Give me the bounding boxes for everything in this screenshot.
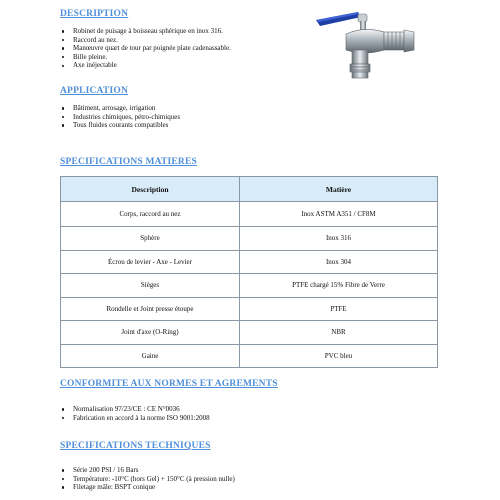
list-item: Manœuvre quart de tour par poignée plate cadenassable. — [60, 44, 231, 53]
column-header: Description — [61, 177, 240, 202]
table-header-row — [61, 177, 438, 202]
list-item: Robinet de puisage à boisseau sphérique en inox 316. — [60, 27, 231, 36]
list-item: Bille pleine. — [60, 53, 231, 62]
table-cell: PTFE chargé 15% Fibre de Verre — [240, 274, 438, 298]
technical-heading: SPECIFICATIONS TECHNIQUES — [60, 441, 211, 451]
table-cell: Écrou de levier - Axe - Levier — [61, 250, 240, 274]
table-cell: PTFE — [240, 297, 438, 321]
table-row — [61, 344, 438, 368]
table-cell: PVC bleu — [240, 344, 438, 368]
table-row — [61, 297, 438, 321]
table-cell: Inox 316 — [240, 227, 438, 251]
ball-valve-illustration — [306, 6, 424, 84]
table-cell: Inox ASTM A351 / CF8M — [240, 202, 438, 227]
table-cell: Corps, raccord au nez — [61, 202, 240, 227]
list-item: Raccord au nez. — [60, 36, 231, 45]
list-item: Normalisation 97/23/CE : CE N°0036 — [60, 405, 210, 414]
description-heading: DESCRIPTION — [60, 9, 129, 19]
table-row — [61, 274, 438, 298]
table-cell: Sièges — [61, 274, 240, 298]
list-item: Série 200 PSI / 16 Bars — [60, 466, 235, 475]
table-cell: NBR — [240, 321, 438, 345]
table-row — [61, 202, 438, 227]
table-cell: Sphère — [61, 227, 240, 251]
conformity-heading: CONFORMITE AUX NORMES ET AGREMENTS — [60, 379, 278, 389]
table-row — [61, 321, 438, 345]
materials-table — [60, 176, 438, 368]
column-header: Matière — [240, 177, 438, 202]
list-item: Température: -10°C (hors Gel) + 150°C (à pression nulle) — [60, 475, 235, 484]
conformity-list — [60, 405, 210, 422]
table-row — [61, 227, 438, 251]
materials-heading: SPECIFICATIONS MATIERES — [60, 157, 198, 167]
table-cell: Inox 304 — [240, 250, 438, 274]
list-item: Industries chimiques, pétro-chimiques — [60, 113, 180, 122]
list-item: Axe inéjectable — [60, 61, 231, 70]
table-cell: Rondelle et Joint presse étoupe — [61, 297, 240, 321]
application-heading: APPLICATION — [60, 86, 128, 96]
technical-list — [60, 466, 235, 492]
table-cell: Joint d'axe (O-Ring) — [61, 321, 240, 345]
application-list — [60, 104, 180, 130]
list-item: Fabrication en accord à la norme ISO 9001:2008 — [60, 414, 210, 423]
description-list — [60, 27, 231, 70]
list-item: Bâtiment, arrosage, irrigation — [60, 104, 180, 113]
table-row — [61, 250, 438, 274]
list-item: Filetage mâle: BSPT conique — [60, 483, 235, 492]
table-cell: Gaine — [61, 344, 240, 368]
list-item: Tous fluides courants compatibles — [60, 121, 180, 130]
